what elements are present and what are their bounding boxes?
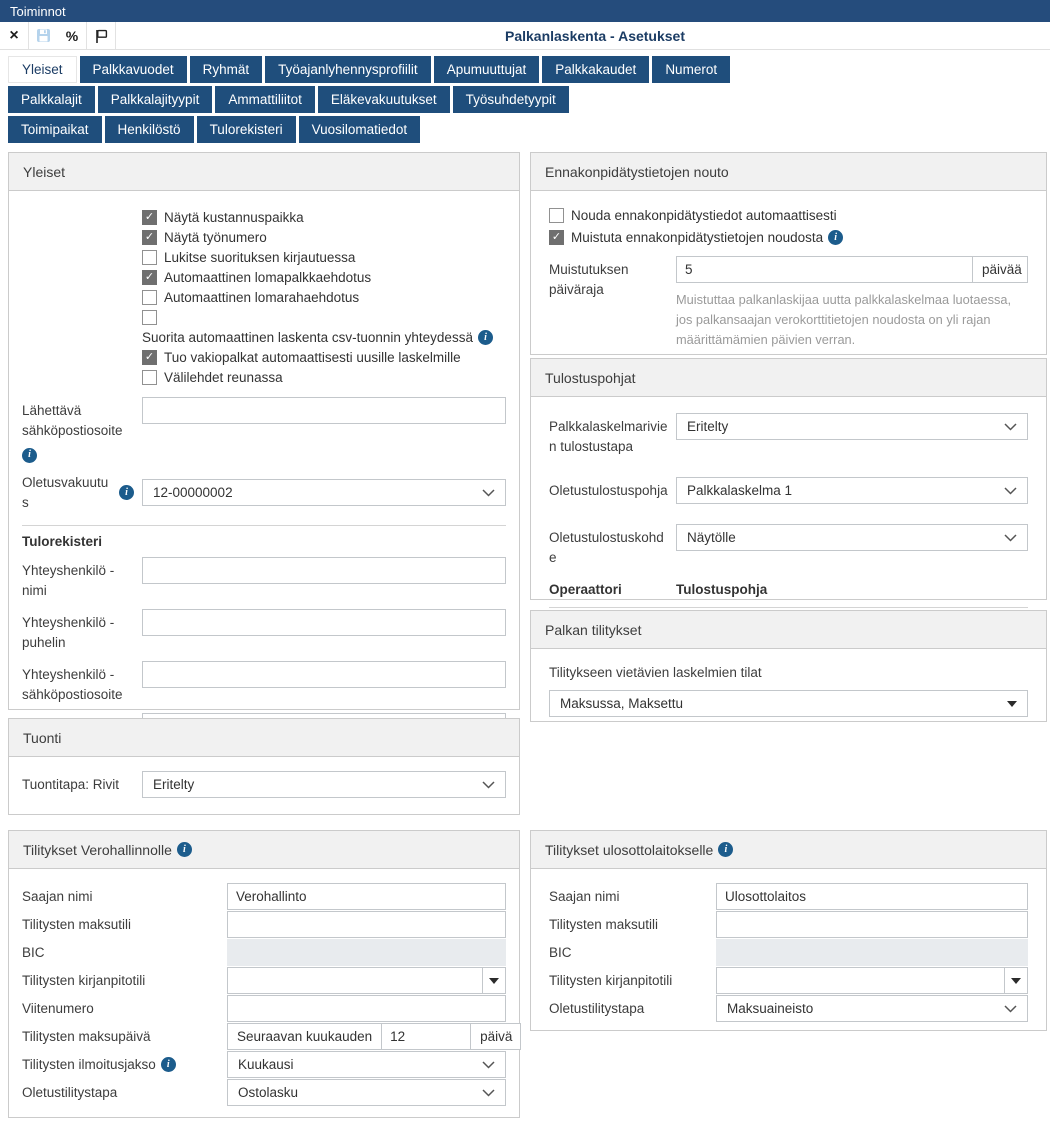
select-value: Palkkalaskelma 1	[687, 483, 793, 498]
reference-number-label: Viitenumero	[22, 1000, 94, 1016]
menu-toiminnot[interactable]: Toiminnot	[10, 3, 66, 19]
payment-account-input[interactable]	[227, 911, 506, 938]
ledger-account-label: Tilitysten kirjanpitotili	[549, 972, 673, 988]
check-lomapalkkaehdotus	[142, 267, 506, 287]
import-mode-label: Tuontitapa: Rivit	[22, 776, 120, 792]
tulorekisteri-heading: Tulorekisteri	[22, 533, 103, 549]
recipient-name-label: Saajan nimi	[22, 888, 93, 904]
settlement-states-combo[interactable]	[549, 690, 1028, 717]
print-mode-select[interactable]	[676, 413, 1028, 440]
default-method-label: Oletustilitystapa	[549, 1000, 645, 1016]
info-icon[interactable]: i	[718, 842, 733, 857]
checkbox[interactable]	[142, 290, 157, 305]
checkbox[interactable]	[142, 370, 157, 385]
check-lukitse-suorituksen	[142, 247, 506, 267]
contact-phone-input[interactable]	[142, 609, 506, 636]
check-csv-laskenta-label	[142, 327, 506, 347]
contact-phone-label: Yhteyshenkilö - puhelin	[22, 614, 115, 650]
save-icon	[36, 28, 51, 43]
check-label: Automaattinen lomapalkkaehdotus	[164, 269, 372, 285]
panel-yleiset-header	[9, 153, 519, 191]
payment-account-label: Tilitysten maksutili	[22, 916, 132, 932]
divider	[22, 525, 506, 526]
chevron-down-icon	[1004, 487, 1017, 495]
report-period-select[interactable]	[227, 1051, 506, 1078]
recipient-name-input[interactable]	[227, 883, 506, 910]
panel-tuonti-header	[9, 719, 519, 757]
print-mode-label: Palkkalaskelmarivien tulostustapa	[549, 419, 668, 454]
check-nayta-kustannuspaikka	[142, 207, 506, 227]
close-button[interactable]	[0, 22, 29, 49]
check-label: Näytä työnumero	[164, 229, 267, 245]
chevron-down-icon	[1004, 423, 1017, 431]
panel-ulosotto-header	[531, 831, 1046, 869]
calculate-button[interactable]	[58, 22, 87, 49]
select-value: Eritelty	[687, 419, 729, 434]
bic-field	[716, 939, 1028, 966]
tab-apumuuttujat[interactable]: Apumuuttujat	[434, 56, 540, 83]
tab-palkkalajit[interactable]: Palkkalajit	[8, 86, 95, 113]
reference-number-input[interactable]	[227, 995, 506, 1022]
reminder-limit-label: Muistutuksen päiväraja	[549, 262, 629, 297]
info-icon[interactable]: i	[161, 1057, 176, 1072]
check-label: Tuo vakiopalkat automaattisesti uusille laskelmille	[164, 349, 461, 365]
flag-icon	[94, 28, 109, 44]
check-label: Välilehdet reunassa	[164, 369, 283, 385]
select-value: Näytölle	[687, 530, 736, 545]
caret-down-icon	[1007, 701, 1017, 707]
check-label: Näytä kustannuspaikka	[164, 209, 304, 225]
default-template-select[interactable]	[676, 477, 1028, 504]
recipient-name-label: Saajan nimi	[549, 888, 620, 904]
tab-yleiset[interactable]: Yleiset	[8, 56, 77, 83]
checkbox[interactable]	[142, 210, 157, 225]
checkbox[interactable]	[142, 310, 157, 325]
percent-icon: %	[65, 27, 79, 44]
checkbox[interactable]	[142, 350, 157, 365]
ledger-account-label: Tilitysten kirjanpitotili	[22, 972, 146, 988]
tab-numerot[interactable]: Numerot	[652, 56, 730, 83]
check-label: Muistuta ennakonpidätystietojen noudosta	[571, 229, 824, 245]
panel-tuonti	[8, 718, 520, 815]
ledger-account-input[interactable]	[717, 968, 1004, 993]
default-target-label: Oletustulostuskohde	[549, 530, 664, 565]
chevron-down-icon	[482, 781, 495, 789]
select-value: Maksussa, Maksettu	[560, 696, 684, 711]
default-insurance-select[interactable]	[142, 479, 506, 506]
chevron-down-icon	[1004, 1005, 1017, 1013]
panel-yleiset	[8, 152, 520, 710]
info-icon[interactable]: i	[828, 230, 843, 245]
payday-prefix: Seuraavan kuukauden	[227, 1023, 382, 1050]
ledger-account-combo	[227, 967, 506, 994]
caret-button[interactable]	[482, 968, 505, 993]
tab-elakevakuutukset[interactable]: Eläkevakuutukset	[318, 86, 450, 113]
select-value: Maksuaineisto	[727, 1001, 814, 1016]
default-method-select[interactable]	[716, 995, 1028, 1022]
chevron-down-icon	[482, 489, 495, 497]
select-value: Kuukausi	[238, 1057, 294, 1072]
select-value: 12-00000002	[153, 485, 233, 500]
info-icon[interactable]: i	[478, 330, 493, 345]
table-divider	[549, 607, 1028, 608]
checkbox[interactable]	[142, 250, 157, 265]
settlement-states-label: Tilitykseen vietävien laskelmien tilat	[549, 665, 762, 680]
contact-email-input[interactable]	[142, 661, 506, 688]
panel-ennakko-title: Ennakonpidätystietojen nouto	[545, 163, 729, 180]
panel-vero-title: Tilitykset Verohallinnolle	[23, 841, 172, 858]
payday-label: Tilitysten maksupäivä	[22, 1028, 151, 1044]
panel-palkan-tilitykset-header	[531, 611, 1046, 649]
info-icon[interactable]: i	[177, 842, 192, 857]
checkbox[interactable]	[142, 230, 157, 245]
tab-henkilosto[interactable]: Henkilöstö	[105, 116, 194, 143]
panel-vero-header	[9, 831, 519, 869]
tab-palkkavuodet[interactable]: Palkkavuodet	[80, 56, 187, 83]
panel-vero	[8, 830, 520, 1118]
bic-label: BIC	[22, 944, 45, 960]
caret-down-icon	[1011, 978, 1021, 984]
menubar	[0, 0, 1050, 22]
column-header-operaattori: Operaattori	[549, 582, 622, 597]
tab-palkkakaudet[interactable]: Palkkakaudet	[542, 56, 649, 83]
ledger-account-input[interactable]	[228, 968, 482, 993]
tab-vuosilomatiedot[interactable]: Vuosilomatiedot	[299, 116, 421, 143]
check-nayta-tyonumero	[142, 227, 506, 247]
select-value: Ostolasku	[238, 1085, 299, 1100]
panel-tuonti-title: Tuonti	[23, 729, 62, 746]
payment-account-input[interactable]	[716, 911, 1028, 938]
chevron-down-icon	[482, 1089, 495, 1097]
check-muistuta-noudosta	[549, 226, 1028, 248]
panel-ennakko-header	[531, 153, 1046, 191]
payment-account-label: Tilitysten maksutili	[549, 916, 659, 932]
panel-tulostuspohjat-title: Tulostuspohjat	[545, 369, 636, 386]
page-title: Palkanlaskenta - Asetukset	[504, 27, 685, 44]
default-target-select[interactable]	[676, 524, 1028, 551]
tab-palkkalajityypit[interactable]: Palkkalajityypit	[98, 86, 213, 113]
check-valilehdet-reunassa	[142, 367, 506, 387]
bic-field	[227, 939, 506, 966]
tab-tyosuhdetyypit[interactable]: Työsuhdetyypit	[453, 86, 569, 113]
check-tuo-vakiopalkat	[142, 347, 506, 367]
save-button[interactable]	[29, 22, 58, 49]
toolbar	[0, 22, 1050, 50]
ledger-account-combo	[716, 967, 1028, 994]
checkbox[interactable]	[142, 270, 157, 285]
reminder-help-text: Muistuttaa palkanlaskijaa uutta palkkalaskelmaa luotaessa, jos palkansaajan verokorttitietojen noudosta on yli rajan määrittämämien päivien verran.	[676, 292, 1012, 347]
panel-yleiset-title: Yleiset	[23, 163, 66, 180]
chevron-down-icon	[482, 1061, 495, 1069]
reminder-days-input[interactable]	[676, 256, 973, 283]
tab-ammattiliitot[interactable]: Ammattiliitot	[215, 86, 315, 113]
contact-name-input[interactable]	[142, 557, 506, 584]
caret-button[interactable]	[1004, 968, 1027, 993]
reminder-suffix: päivää	[972, 256, 1028, 283]
panel-ulosotto	[530, 830, 1047, 1031]
column-header-tulostuspohja: Tulostuspohja	[676, 582, 768, 597]
report-period-label: Tilitysten ilmoitusjakso i	[22, 1055, 227, 1075]
checkbox[interactable]	[549, 208, 564, 223]
check-nouda-ennakonpidatys	[549, 204, 1028, 226]
panel-ulosotto-title: Tilitykset ulosottolaitokselle	[545, 841, 714, 858]
tab-bar	[0, 50, 1050, 143]
sender-email-input[interactable]	[142, 397, 506, 424]
tab-ryhmat[interactable]: Ryhmät	[190, 56, 263, 83]
panel-palkan-tilitykset-title: Palkan tilitykset	[545, 621, 642, 638]
tab-toimipaikat[interactable]: Toimipaikat	[8, 116, 102, 143]
panel-ennakko	[530, 152, 1047, 355]
payday-suffix: päivä	[470, 1023, 521, 1050]
insurance-label: Oletusvakuutus i	[22, 473, 142, 513]
tab-tulorekisteri[interactable]: Tulorekisteri	[197, 116, 296, 143]
default-method-select[interactable]	[227, 1079, 506, 1106]
panel-palkan-tilitykset	[530, 610, 1047, 722]
panel-tulostuspohjat-header	[531, 359, 1046, 397]
contact-email-label: Yhteyshenkilö - sähköpostiosoite	[22, 666, 123, 702]
panel-tulostuspohjat	[530, 358, 1047, 600]
check-label: Automaattinen lomarahaehdotus	[164, 289, 360, 305]
flag-button[interactable]	[87, 22, 116, 49]
checkbox[interactable]	[549, 230, 564, 245]
info-icon[interactable]: i	[119, 485, 134, 500]
email-label: Lähettävä sähköpostiosoite i	[22, 397, 142, 463]
default-method-label: Oletustilitystapa	[22, 1084, 118, 1100]
contact-name-label: Yhteyshenkilö - nimi	[22, 562, 115, 598]
payday-input[interactable]	[381, 1023, 471, 1050]
default-template-label: Oletustulostuspohja	[549, 483, 668, 498]
close-icon: ×	[9, 26, 19, 44]
check-csv-laskenta	[142, 307, 506, 327]
check-label: Nouda ennakonpidätystiedot automaattisesti	[571, 207, 837, 223]
tab-tyoajanlyhennysprofiilit[interactable]: Työajanlyhennysprofiilit	[265, 56, 431, 83]
check-label: Lukitse suorituksen kirjautuessa	[164, 249, 356, 265]
note-text: Suorita automaattinen laskenta csv-tuonnin yhteydessä	[142, 329, 473, 345]
chevron-down-icon	[1004, 534, 1017, 542]
recipient-name-input[interactable]	[716, 883, 1028, 910]
select-value: Eritelty	[153, 777, 195, 792]
check-lomarahaehdotus	[142, 287, 506, 307]
info-icon[interactable]: i	[22, 448, 37, 463]
caret-down-icon	[489, 978, 499, 984]
import-mode-select[interactable]	[142, 771, 506, 798]
bic-label: BIC	[549, 944, 572, 960]
